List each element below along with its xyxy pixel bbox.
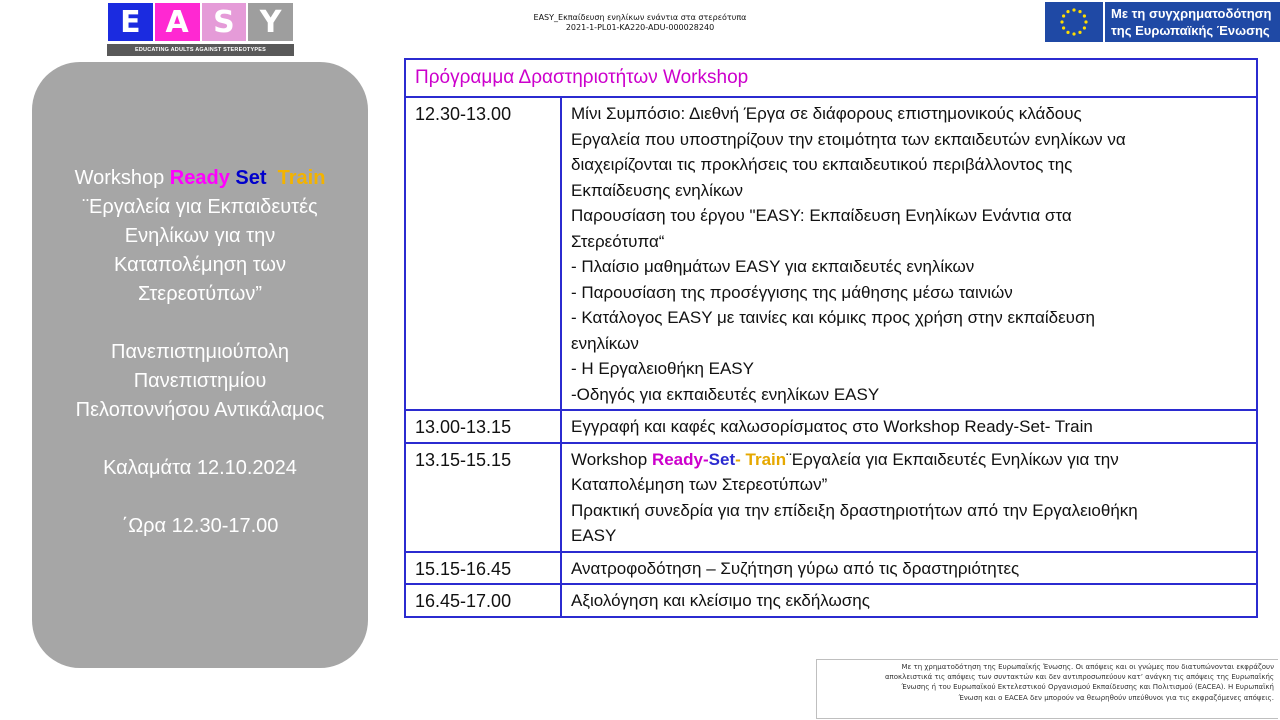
description-line: διαχειρίζονται τις προκλήσεις του εκπαιδευτικού περιβάλλοντος της bbox=[571, 155, 1073, 174]
set-word: Set bbox=[235, 167, 267, 189]
workshop-subtitle-line3: Καταπολέμηση των bbox=[114, 254, 286, 276]
schedule-time: 13.15-15.15 bbox=[405, 443, 561, 552]
logo-tagline: EDUCATING ADULTS AGAINST STEREOTYPES bbox=[107, 44, 294, 56]
schedule-time: 12.30-13.00 bbox=[405, 97, 561, 410]
train-word: Train bbox=[745, 449, 787, 469]
document-header bbox=[495, 13, 785, 33]
description-line: Εκπαίδευσης ενηλίκων bbox=[571, 180, 744, 200]
schedule-description bbox=[561, 443, 1257, 552]
logo-letter-a: A bbox=[154, 2, 201, 42]
workshop-suffix: ¨Εργαλεία για Εκπαιδευτές Ενηλίκων για την bbox=[786, 449, 1119, 469]
description-line: Μίνι Συμπόσιο: Διεθνή Έργα σε διάφορους επιστημονικούς κλάδους bbox=[571, 104, 1082, 123]
dash: - bbox=[702, 449, 709, 469]
logo-letter-e: E bbox=[107, 2, 154, 42]
eu-funding-line2: της Ευρωπαϊκής Ένωσης bbox=[1111, 23, 1270, 38]
disclaimer-line: αποκλειστικά τις απόψεις των συντακτών και δεν αντιπροσωπεύουν κατ’ ανάγκη τις απόψεις της Ευρωπαϊκής bbox=[884, 673, 1274, 682]
eu-funding-badge bbox=[1045, 2, 1280, 42]
logo-letter-y: Y bbox=[247, 2, 294, 42]
schedule-description bbox=[561, 552, 1257, 585]
schedule-row bbox=[405, 552, 1257, 585]
eu-disclaimer bbox=[816, 659, 1278, 719]
event-time: ΄Ωρα 12.30-17.00 bbox=[121, 515, 279, 537]
description-line: Πρακτική συνεδρία για την επίδειξη δραστηριοτήτων από την Εργαλειοθήκη bbox=[571, 500, 1138, 520]
schedule-description bbox=[561, 584, 1257, 617]
venue-line1: Πανεπιστημιούπολη bbox=[111, 341, 289, 363]
train-word: Train bbox=[277, 167, 326, 189]
workshop-word: Workshop bbox=[74, 167, 165, 189]
schedule-title-row bbox=[405, 59, 1257, 97]
disclaimer-line: Ένωσης ή του Ευρωπαϊκού Εκτελεστικού Οργανισμού Εκπαίδευσης και Πολιτισμού (EACEA). Η Ευρωπαϊκή bbox=[901, 683, 1274, 692]
description-line: Καταπολέμηση των Στερεοτύπων” bbox=[571, 475, 828, 494]
workshop-subtitle-line1: ¨Εργαλεία για Εκπαιδευτές bbox=[82, 196, 318, 218]
schedule-time: 15.15-16.45 bbox=[405, 552, 561, 585]
ready-word: Ready bbox=[651, 449, 703, 469]
venue-line2: Πανεπιστημίου bbox=[133, 370, 267, 392]
disclaimer-line: Με τη χρηματοδότηση της Ευρωπαϊκής Ένωσης. Οι απόψεις και οι γνώμες που διατυπώνονται εκφράζουν bbox=[901, 663, 1274, 671]
workshop-info-panel bbox=[32, 62, 368, 668]
description-line: - Παρουσίαση της προσέγγισης της μάθησης μέσω ταινιών bbox=[571, 282, 1013, 302]
set-word: Set bbox=[708, 449, 736, 469]
schedule-row bbox=[405, 97, 1257, 410]
easy-logo bbox=[107, 2, 294, 56]
disclaimer-line: Ένωση και ο EACEA δεν μπορούν να θεωρηθούν υπεύθυνοι για τις εκφραζόμενες απόψεις. bbox=[958, 693, 1274, 702]
dash: - bbox=[735, 449, 746, 469]
eu-funding-text bbox=[1105, 2, 1280, 42]
venue-line3: Πελοποννήσου Αντικάλαμος bbox=[75, 399, 325, 421]
eu-funding-line1: Με τη συγχρηματοδότηση bbox=[1111, 6, 1272, 21]
description-line bbox=[571, 447, 1247, 473]
schedule-row bbox=[405, 584, 1257, 617]
description-line: EASY bbox=[571, 526, 617, 545]
schedule-description bbox=[561, 410, 1257, 443]
schedule-description bbox=[561, 97, 1257, 410]
description-line: Ανατροφοδότηση – Συζήτηση γύρω από τις δραστηριότητες bbox=[571, 558, 1020, 578]
description-line: Παρουσίαση του έργου "EASY: Εκπαίδευση Ενηλίκων Ενάντια στα bbox=[571, 206, 1072, 225]
description-line: ενηλίκων bbox=[571, 333, 639, 353]
header-project-title: EASY_Εκπαίδευση ενηλίκων ενάντια στα στερεότυπα bbox=[533, 13, 747, 22]
schedule-table bbox=[404, 58, 1258, 618]
schedule-row bbox=[405, 443, 1257, 552]
description-line: Στερεότυπα“ bbox=[571, 231, 665, 251]
ready-word: Ready bbox=[169, 167, 230, 189]
eu-flag-icon bbox=[1045, 2, 1103, 42]
header-project-code: 2021-1-PL01-KA220-ADU-000028240 bbox=[565, 23, 715, 32]
schedule-time: 13.00-13.15 bbox=[405, 410, 561, 443]
logo-letter-s: S bbox=[201, 2, 248, 42]
workshop-subtitle-line2: Ενηλίκων για την bbox=[124, 225, 276, 247]
workshop-title bbox=[32, 164, 368, 193]
description-line: -Οδηγός για εκπαιδευτές ενηλίκων EASY bbox=[571, 384, 880, 404]
schedule-row bbox=[405, 410, 1257, 443]
description-line: Εγγραφή και καφές καλωσορίσματος στο Workshop Ready-Set- Train bbox=[571, 417, 1093, 436]
description-line: - Πλαίσιο μαθημάτων EASY για εκπαιδευτές ενηλίκων bbox=[571, 257, 975, 276]
workshop-subtitle-line4: Στερεοτύπων” bbox=[138, 283, 262, 305]
event-date: Καλαμάτα 12.10.2024 bbox=[103, 457, 297, 479]
description-line: - Κατάλογος EASY με ταινίες και κόμικς προς χρήση στην εκπαίδευση bbox=[571, 308, 1095, 327]
workshop-prefix: Workshop bbox=[571, 449, 652, 469]
schedule-time: 16.45-17.00 bbox=[405, 584, 561, 617]
description-line: Εργαλεία που υποστηρίζουν την ετοιμότητα των εκπαιδευτών ενηλίκων να bbox=[571, 129, 1126, 149]
schedule-title: Πρόγραμμα Δραστηριοτήτων Workshop bbox=[405, 59, 1257, 97]
description-line: - Η Εργαλειοθήκη EASY bbox=[571, 359, 754, 378]
description-line: Αξιολόγηση και κλείσιμο της εκδήλωσης bbox=[571, 591, 870, 610]
